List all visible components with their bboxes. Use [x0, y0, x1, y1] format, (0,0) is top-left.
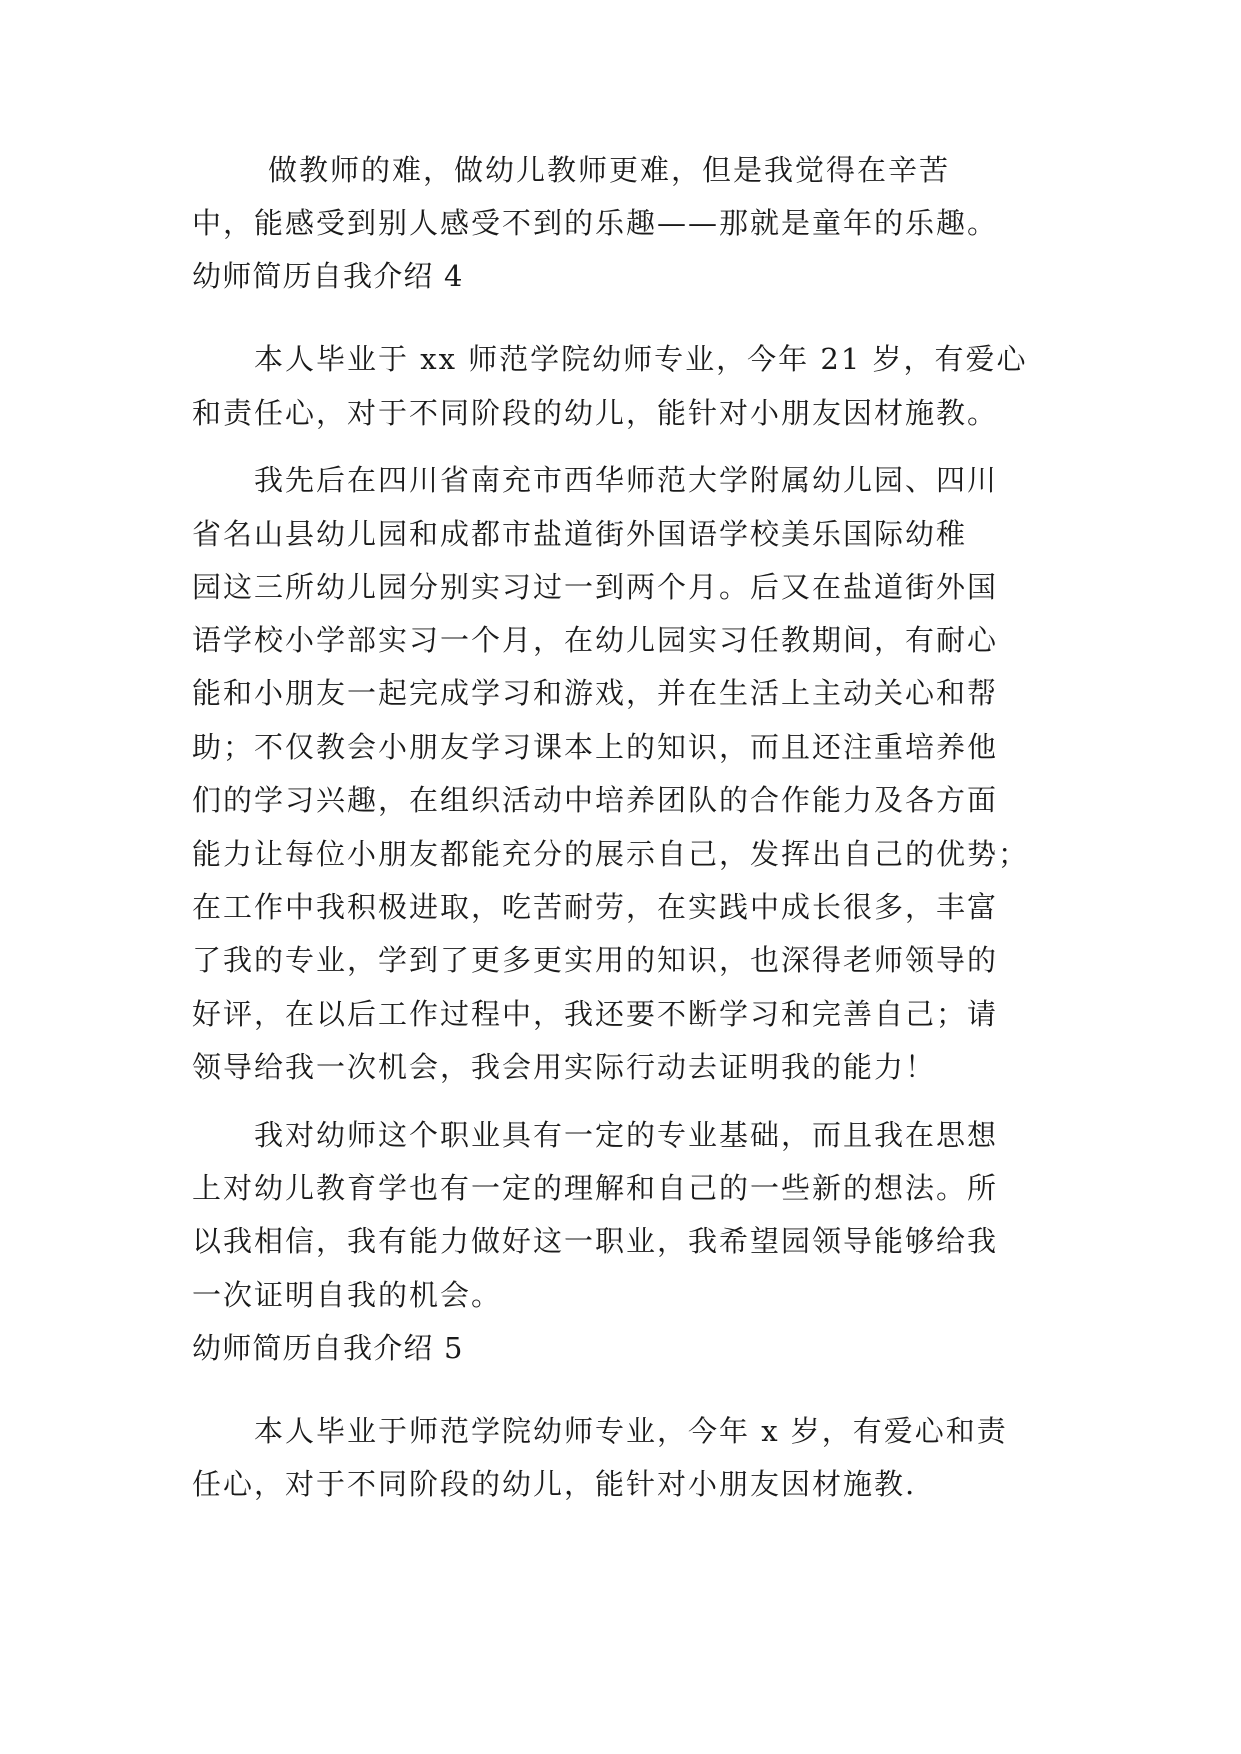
paragraph-line: 能和小朋友一起完成学习和游戏，并在生活上主动关心和帮	[192, 676, 999, 710]
paragraph-line: 本人毕业于 xx 师范学院幼师专业，今年 21 岁，有爱心	[254, 342, 1028, 376]
paragraph-line: 语学校小学部实习一个月，在幼儿园实习任教期间，有耐心	[192, 623, 999, 657]
paragraph-line: 我先后在四川省南充市西华师范大学附属幼儿园、四川	[254, 463, 999, 497]
paragraph-line: 园这三所幼儿园分别实习过一到两个月。后又在盐道街外国	[192, 570, 999, 604]
paragraph-line: 和责任心，对于不同阶段的幼儿，能针对小朋友因材施教。	[192, 396, 999, 430]
paragraph-line: 们的学习兴趣，在组织活动中培养团队的合作能力及各方面	[192, 783, 999, 817]
paragraph-line: 助；不仅教会小朋友学习课本上的知识，而且还注重培养他	[192, 730, 999, 764]
paragraph-line: 领导给我一次机会，我会用实际行动去证明我的能力！	[192, 1050, 937, 1084]
paragraph-line: 本人毕业于师范学院幼师专业，今年 x 岁，有爱心和责	[254, 1414, 1008, 1448]
paragraph-line: 了我的专业，学到了更多更实用的知识，也深得老师领导的	[192, 943, 999, 977]
section-heading: 幼师简历自我介绍 5	[192, 1331, 464, 1365]
paragraph-line: 以我相信，我有能力做好这一职业，我希望园领导能够给我	[192, 1224, 999, 1258]
paragraph-line: 一次证明自我的机会。	[192, 1278, 503, 1312]
paragraph-line: 省名山县幼儿园和成都市盐道街外国语学校美乐国际幼稚	[192, 517, 968, 551]
paragraph-line: 中，能感受到别人感受不到的乐趣——那就是童年的乐趣。	[192, 206, 999, 240]
paragraph-line: 任心，对于不同阶段的幼儿，能针对小朋友因材施教.	[192, 1467, 917, 1501]
paragraph-line: 能力让每位小朋友都能充分的展示自己，发挥出自己的优势；	[192, 837, 1030, 871]
paragraph-line: 在工作中我积极进取，吃苦耐劳，在实践中成长很多，丰富	[192, 890, 999, 924]
paragraph-line: 我对幼师这个职业具有一定的专业基础，而且我在思想	[254, 1118, 999, 1152]
section-heading: 幼师简历自我介绍 4	[192, 259, 464, 293]
paragraph-line: 做教师的难，做幼儿教师更难，但是我觉得在辛苦	[268, 153, 951, 187]
paragraph-line: 好评，在以后工作过程中，我还要不断学习和完善自己；请	[192, 997, 999, 1031]
paragraph-line: 上对幼儿教育学也有一定的理解和自己的一些新的想法。所	[192, 1171, 999, 1205]
